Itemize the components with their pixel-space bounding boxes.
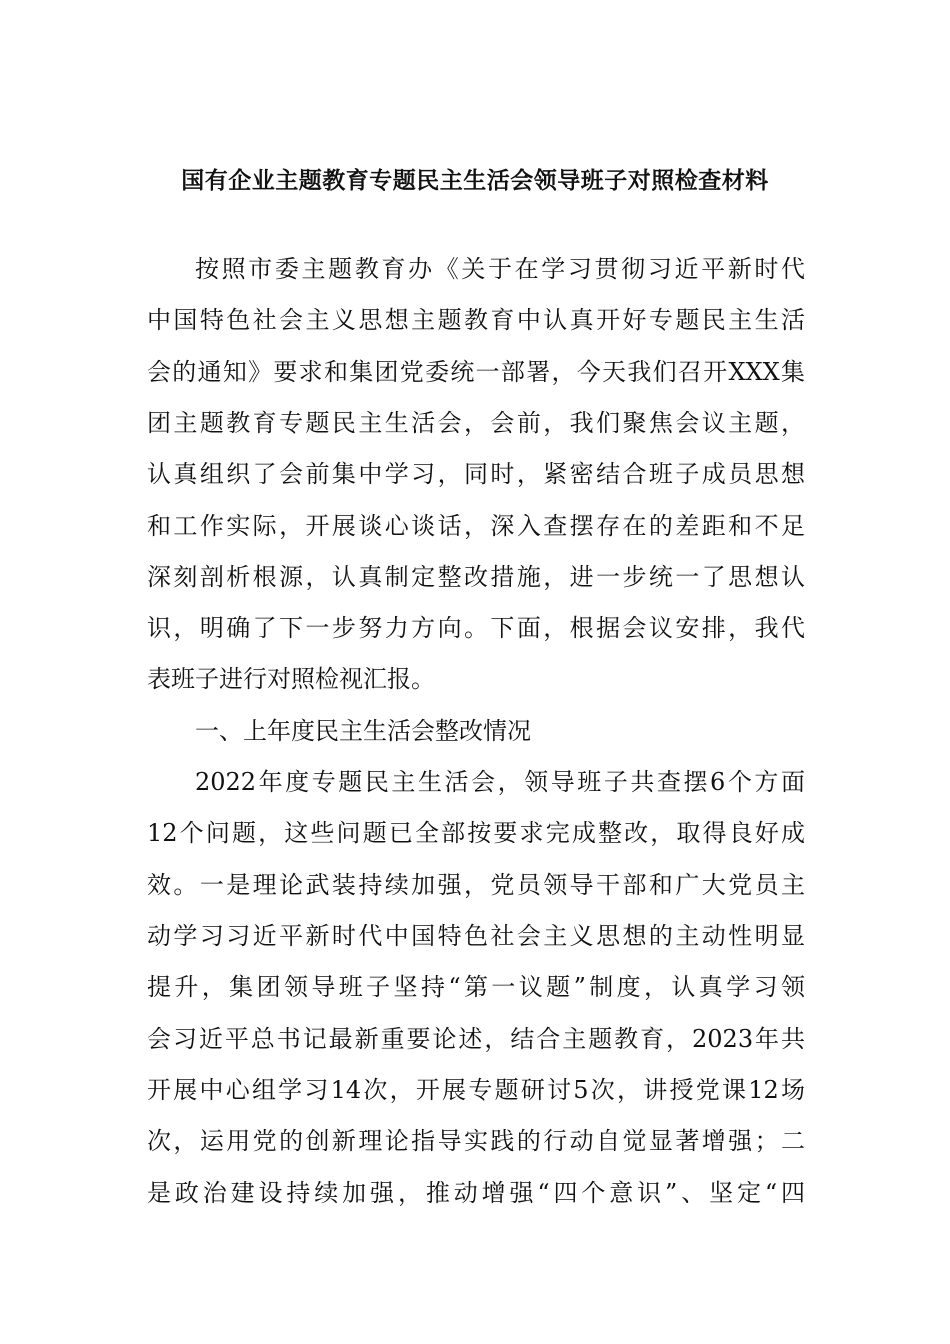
paragraph-line: 认真组织了会前集中学习，同时，紧密结合班子成员思想 [147,460,805,488]
paragraph-line: 开展中心组学习14次，开展专题研讨5次，讲授党课12场 [147,1076,805,1104]
paragraph-line: 是政治建设持续加强，推动增强“四个意识”、坚定“四 [147,1179,805,1207]
paragraph-line: 深刻剖析根源，认真制定整改措施，进一步统一了思想认 [147,563,805,591]
paragraph-line: 识，明确了下一步努力方向。下面，根据会议安排，我代 [147,614,805,642]
document-title: 国有企业主题教育专题民主生活会领导班子对照检查材料 [181,167,769,194]
paragraph-line: 中国特色社会主义思想主题教育中认真开好专题民主生活 [147,306,805,334]
paragraph-line: 动学习习近平新时代中国特色社会主义思想的主动性明显 [147,922,805,950]
paragraph-line: 效。一是理论武装持续加强，党员领导干部和广大党员主 [147,871,805,899]
paragraph-line: 提升，集团领导班子坚持“第一议题”制度，认真学习领 [147,973,805,1001]
paragraph-line: 表班子进行对照检视汇报。 [147,665,435,693]
paragraph-line: 和工作实际，开展谈心谈话，深入查摆存在的差距和不足 [147,512,805,540]
paragraph-line: 次，运用党的创新理论指导实践的行动自觉显著增强；二 [147,1127,805,1155]
paragraph-line: 会的通知》要求和集团党委统一部署，今天我们召开XXX集 [147,358,805,386]
paragraph-line: 会习近平总书记最新重要论述，结合主题教育，2023年共 [147,1025,805,1053]
paragraph-line: 2022年度专题民主生活会，领导班子共查摆6个方面 [195,768,805,796]
section-heading: 一、上年度民主生活会整改情况 [195,717,531,745]
paragraph-line: 团主题教育专题民主生活会，会前，我们聚焦会议主题， [147,409,805,437]
paragraph-line: 12个问题，这些问题已全部按要求完成整改，取得良好成 [147,819,805,847]
paragraph-line: 按照市委主题教育办《关于在学习贯彻习近平新时代 [195,255,805,283]
